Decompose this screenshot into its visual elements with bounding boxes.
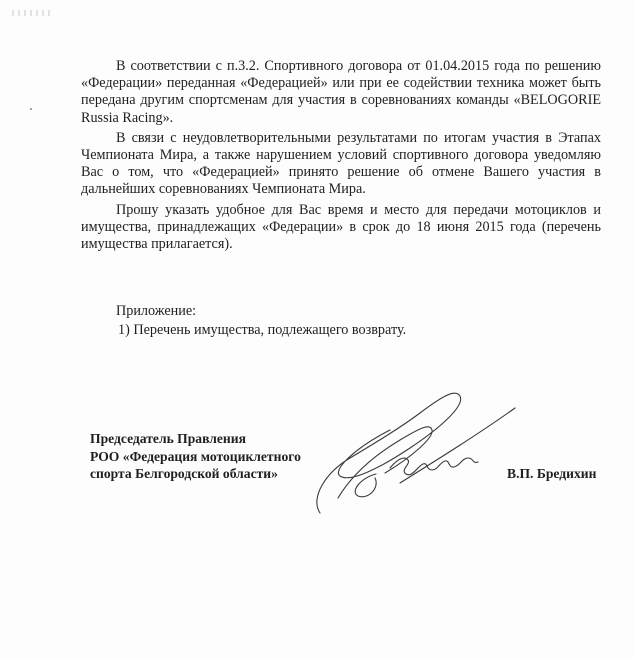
scan-dot <box>30 108 32 110</box>
attachment-label: Приложение: <box>116 303 197 319</box>
paragraph-1: В соответствии с п.3.2. Спортивного договора от 01.04.2015 года по решению «Федерации» переданная «Федерацией» или при ее содействии техника может быть передана другим спортсменам для участия в соревнованиях команды «BELOGORIE Russia Racing». <box>81 58 601 126</box>
scan-artifact <box>12 10 52 16</box>
attachment-section <box>116 302 406 340</box>
handwritten-signature <box>280 378 520 528</box>
signatory-title <box>90 430 301 483</box>
signatory-line-1: Председатель Правления <box>90 431 246 446</box>
letter-body <box>81 58 601 256</box>
paragraph-2: В связи с неудовлетворительными результатами по итогам участия в Этапах Чемпионата Мира, а также нарушением условий спортивного договора уведомляю Вас о том, что «Федерацией» принято решение об отмене Вашего участия в дальнейших соревнованиях Чемпионата Мира. <box>81 129 601 198</box>
signatory-line-2: РОО «Федерация мотоциклетного <box>90 448 301 464</box>
attachment-item: 1) Перечень имущества, подлежащего возврату. <box>118 322 407 338</box>
signer-name: В.П. Бредихин <box>507 466 597 481</box>
signatory-line-3: спорта Белгородской области» <box>90 466 278 481</box>
paragraph-3: Прошу указать удобное для Вас время и место для передачи мотоциклов и имущества, принадлежащих «Федерации» в срок до 18 июня 2015 года (перечень имущества прилагается). <box>81 201 601 253</box>
